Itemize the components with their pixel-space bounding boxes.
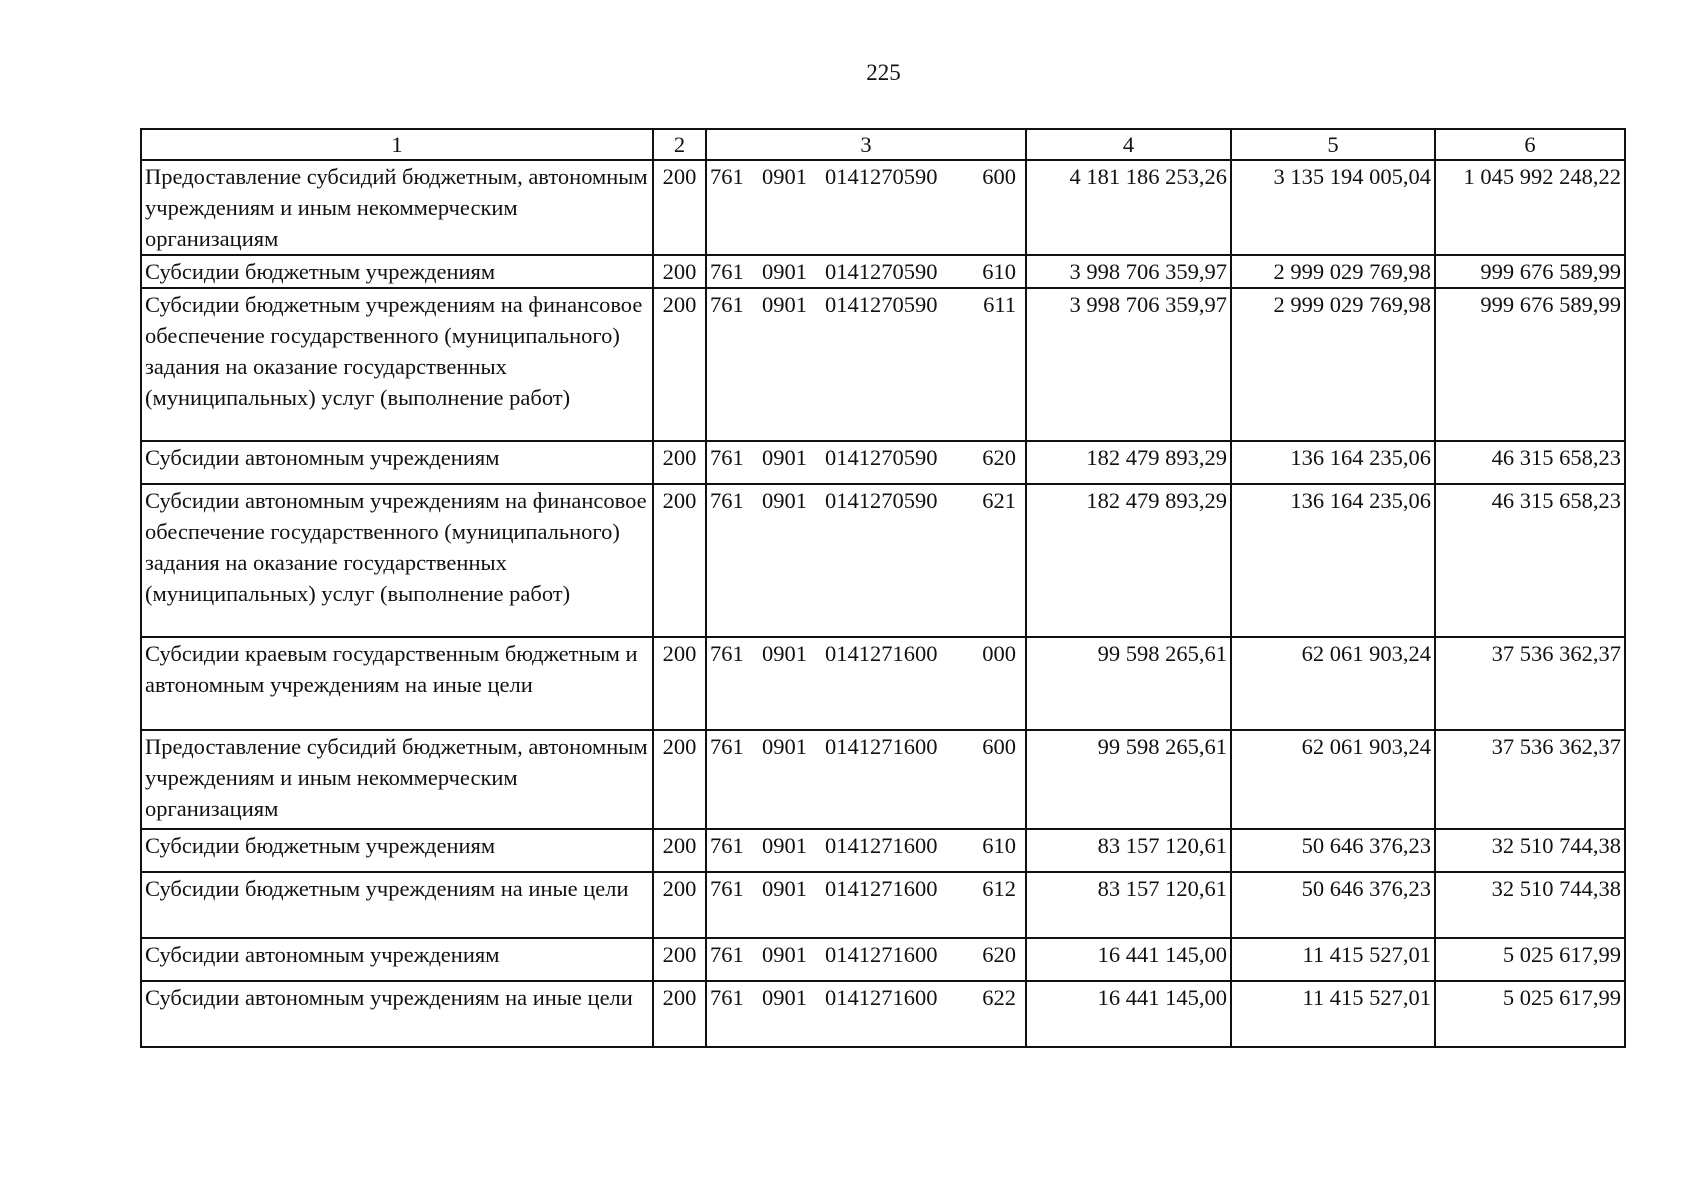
row-budget-code: [706, 484, 1026, 637]
code-expense-type: 620: [982, 942, 1016, 967]
code-expense-type: 000: [982, 641, 1016, 666]
code-section: 0901: [762, 833, 807, 858]
row-amount-col-5: 136 164 235,06: [1231, 441, 1435, 484]
row-amount-col-4: 3 998 706 359,97: [1026, 288, 1231, 441]
code-section: 0901: [762, 488, 807, 513]
row-amount-col-4: 99 598 265,61: [1026, 637, 1231, 730]
row-amount-col-4: 16 441 145,00: [1026, 981, 1231, 1047]
header-col-6: 6: [1435, 129, 1625, 160]
row-amount-col-5: 3 135 194 005,04: [1231, 160, 1435, 255]
row-amount-col-4: 182 479 893,29: [1026, 484, 1231, 637]
budget-table: [140, 128, 1626, 1048]
code-section: 0901: [762, 641, 807, 666]
code-target-item: 0141271600: [825, 641, 938, 666]
code-department: 761: [710, 488, 744, 513]
row-column-2: 200: [653, 637, 706, 730]
header-col-3: 3: [706, 129, 1026, 160]
code-target-item: 0141270590: [825, 445, 938, 470]
code-section: 0901: [762, 292, 807, 317]
page-number: 225: [866, 60, 901, 85]
row-column-2: 200: [653, 484, 706, 637]
row-budget-code: [706, 637, 1026, 730]
row-amount-col-4: 16 441 145,00: [1026, 938, 1231, 981]
table-body: [141, 160, 1625, 1047]
code-section: 0901: [762, 985, 807, 1010]
code-department: 761: [710, 942, 744, 967]
row-amount-col-6: 5 025 617,99: [1435, 981, 1625, 1047]
code-target-item: 0141270590: [825, 259, 938, 284]
header-col-4: 4: [1026, 129, 1231, 160]
row-amount-col-5: 11 415 527,01: [1231, 938, 1435, 981]
row-amount-col-6: 5 025 617,99: [1435, 938, 1625, 981]
code-target-item: 0141271600: [825, 942, 938, 967]
row-amount-col-6: 37 536 362,37: [1435, 637, 1625, 730]
code-target-item: 0141271600: [825, 985, 938, 1010]
row-amount-col-6: 46 315 658,23: [1435, 484, 1625, 637]
code-department: 761: [710, 164, 744, 189]
code-target-item: 0141270590: [825, 164, 938, 189]
row-budget-code: [706, 160, 1026, 255]
row-amount-col-4: 83 157 120,61: [1026, 872, 1231, 938]
header-col-1: 1: [141, 129, 653, 160]
table-row: [141, 829, 1625, 872]
code-target-item: 0141271600: [825, 734, 938, 759]
row-amount-col-5: 62 061 903,24: [1231, 637, 1435, 730]
code-target-item: 0141270590: [825, 292, 938, 317]
row-name: Субсидии краевым государственным бюджетным и автономным учреждениям на иные цели: [141, 637, 653, 730]
row-amount-col-5: 2 999 029 769,98: [1231, 288, 1435, 441]
code-department: 761: [710, 985, 744, 1010]
row-budget-code: [706, 981, 1026, 1047]
row-amount-col-4: 3 998 706 359,97: [1026, 255, 1231, 288]
table-row: [141, 730, 1625, 829]
code-expense-type: 600: [982, 164, 1016, 189]
row-amount-col-6: 32 510 744,38: [1435, 829, 1625, 872]
row-column-2: 200: [653, 730, 706, 829]
code-expense-type: 611: [983, 292, 1016, 317]
header-row: [141, 129, 1625, 160]
row-amount-col-5: 136 164 235,06: [1231, 484, 1435, 637]
table-row: [141, 255, 1625, 288]
row-name: Субсидии автономным учреждениям на финансовое обеспечение государственного (муниципального) задания на оказание государственных (муниципальных) услуг (выполнение работ): [141, 484, 653, 637]
row-amount-col-6: 999 676 589,99: [1435, 255, 1625, 288]
table-row: [141, 938, 1625, 981]
table-row: [141, 484, 1625, 637]
row-budget-code: [706, 730, 1026, 829]
code-section: 0901: [762, 876, 807, 901]
table-row: [141, 160, 1625, 255]
row-name: Предоставление субсидий бюджетным, автономным учреждениям и иным некоммерческим организациям: [141, 730, 653, 829]
row-amount-col-5: 11 415 527,01: [1231, 981, 1435, 1047]
code-department: 761: [710, 876, 744, 901]
row-amount-col-4: 182 479 893,29: [1026, 441, 1231, 484]
code-expense-type: 622: [982, 985, 1016, 1010]
code-department: 761: [710, 259, 744, 284]
row-amount-col-6: 32 510 744,38: [1435, 872, 1625, 938]
row-amount-col-4: 83 157 120,61: [1026, 829, 1231, 872]
row-amount-col-5: 50 646 376,23: [1231, 872, 1435, 938]
row-column-2: 200: [653, 981, 706, 1047]
code-section: 0901: [762, 942, 807, 967]
code-department: 761: [710, 641, 744, 666]
code-target-item: 0141270590: [825, 488, 938, 513]
row-name: Субсидии автономным учреждениям: [141, 938, 653, 981]
row-name: Субсидии автономным учреждениям на иные цели: [141, 981, 653, 1047]
code-department: 761: [710, 292, 744, 317]
row-budget-code: [706, 938, 1026, 981]
code-department: 761: [710, 734, 744, 759]
code-section: 0901: [762, 445, 807, 470]
row-budget-code: [706, 255, 1026, 288]
row-amount-col-6: 37 536 362,37: [1435, 730, 1625, 829]
row-budget-code: [706, 872, 1026, 938]
row-budget-code: [706, 441, 1026, 484]
code-department: 761: [710, 833, 744, 858]
row-column-2: 200: [653, 872, 706, 938]
row-name: Субсидии бюджетным учреждениям: [141, 255, 653, 288]
code-section: 0901: [762, 734, 807, 759]
row-column-2: 200: [653, 288, 706, 441]
code-target-item: 0141271600: [825, 833, 938, 858]
table-row: [141, 637, 1625, 730]
row-column-2: 200: [653, 160, 706, 255]
code-expense-type: 621: [982, 488, 1016, 513]
row-name: Субсидии бюджетным учреждениям на иные цели: [141, 872, 653, 938]
row-name: Предоставление субсидий бюджетным, автономным учреждениям и иным некоммерческим организациям: [141, 160, 653, 255]
code-expense-type: 610: [982, 833, 1016, 858]
row-amount-col-6: 46 315 658,23: [1435, 441, 1625, 484]
table-header: [141, 129, 1625, 160]
code-section: 0901: [762, 164, 807, 189]
row-amount-col-4: 4 181 186 253,26: [1026, 160, 1231, 255]
code-expense-type: 610: [982, 259, 1016, 284]
code-section: 0901: [762, 259, 807, 284]
row-column-2: 200: [653, 441, 706, 484]
row-name: Субсидии автономным учреждениям: [141, 441, 653, 484]
row-amount-col-6: 1 045 992 248,22: [1435, 160, 1625, 255]
table-row: [141, 441, 1625, 484]
row-name: Субсидии бюджетным учреждениям: [141, 829, 653, 872]
row-amount-col-5: 2 999 029 769,98: [1231, 255, 1435, 288]
row-column-2: 200: [653, 255, 706, 288]
row-amount-col-5: 50 646 376,23: [1231, 829, 1435, 872]
table-row: [141, 981, 1625, 1047]
row-column-2: 200: [653, 829, 706, 872]
code-expense-type: 600: [982, 734, 1016, 759]
header-col-2: 2: [653, 129, 706, 160]
row-budget-code: [706, 288, 1026, 441]
row-budget-code: [706, 829, 1026, 872]
row-amount-col-5: 62 061 903,24: [1231, 730, 1435, 829]
table-row: [141, 872, 1625, 938]
code-expense-type: 612: [982, 876, 1016, 901]
header-col-5: 5: [1231, 129, 1435, 160]
row-amount-col-4: 99 598 265,61: [1026, 730, 1231, 829]
code-department: 761: [710, 445, 744, 470]
row-amount-col-6: 999 676 589,99: [1435, 288, 1625, 441]
code-expense-type: 620: [982, 445, 1016, 470]
table-row: [141, 288, 1625, 441]
row-column-2: 200: [653, 938, 706, 981]
code-target-item: 0141271600: [825, 876, 938, 901]
row-name: Субсидии бюджетным учреждениям на финансовое обеспечение государственного (муниципального) задания на оказание государственных (муниципальных) услуг (выполнение работ): [141, 288, 653, 441]
